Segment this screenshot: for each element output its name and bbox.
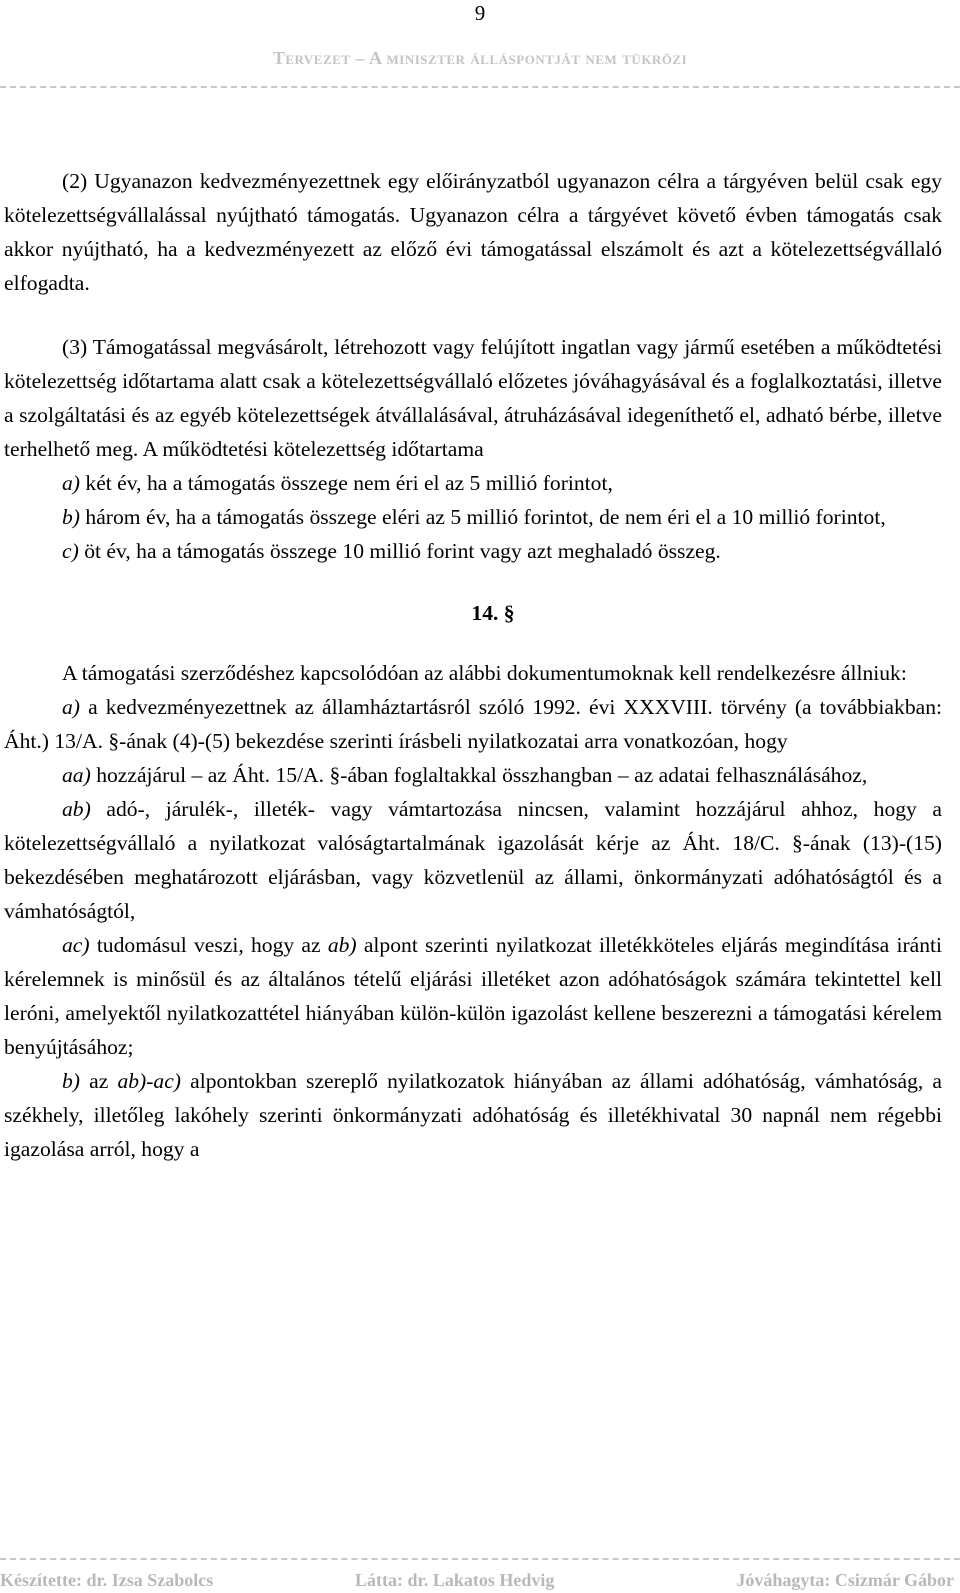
footer-approver: Jóváhagyta: Csizmár Gábor [736,1570,954,1590]
paragraph-3: (3) Támogatással megvásárolt, létrehozott vagy felújított ingatlan vagy jármű esetében a működtetési kötelezettség időtartama alatt csak a kötelezettségvállaló előzetes jóváhagyásával és a foglalkoztatási, illetve a szolgáltatási és az egyéb kötelezettségek átvállalásával, átruházásával idegeníthető el, adható bérbe, illetve terhelhető meg. A működtetési kötelezettség időtartama [4,335,942,461]
list-label: a) [62,471,80,495]
list-label: ac) [62,933,90,957]
page-number: 9 [474,1,486,25]
list-label: aa) [62,763,91,787]
footer-reviewer: Látta: dr. Lakatos Hedvig [355,1570,555,1590]
cross-reference: ab)-ac) [117,1069,182,1093]
footer-author: Készítette: dr. Izsa Szabolcs [0,1570,214,1590]
draft-watermark: Tervezet – A miniszter álláspontját nem tükrözi [272,48,688,68]
header-divider [0,86,960,88]
list-label: b) [62,1069,80,1093]
list-label: c) [62,539,79,563]
document-body [4,164,942,1166]
list-item-a: a) két év, ha a támogatás összege nem éri el az 5 millió forintot, [62,471,613,495]
document-item-ac: ac) tudomásul veszi, hogy az ab) alpont szerinti nyilatkozat illetékköteles eljárás megindítása iránti kérelemnek is minősül és az általános tételű eljárási illetéket azon adóhatóságok számára tekintettel kell leróni, amelyektől nyilatkozattétel hiányában külön-külön igazolást kellene beszerezni a támogatási kérelem benyújtásához; [4,933,943,1059]
list-item-c: c) öt év, ha a támogatás összege 10 millió forint vagy azt meghaladó összeg. [62,539,721,563]
document-item-b: b) az ab)-ac) alpontokban szereplő nyilatkozatok hiányában az állami adóhatóság, vámhatóság, a székhely, illetőleg lakóhely szerinti önkormányzati adóhatóság és illetékhivatal 30 napnál nem régebbi igazolása arról, hogy a [4,1069,942,1161]
cross-reference: ab) [327,933,357,957]
document-item-ab: ab) adó-, járulék-, illeték- vagy vámtartozása nincsen, valamint hozzájárul ahhoz, hogy a kötelezettségvállaló a nyilatkozat valóságtartalmának igazolását kérje az Áht. 18/C. §-ának (13)-(15) bekezdésében meghatározott eljárásban, vagy közvetlenül az állami, önkormányzati adóhatóságtól és a vámhatóságtól, [4,797,942,923]
list-label: a) [62,695,80,719]
footer-divider [0,1558,960,1560]
list-label: ab) [62,797,91,821]
document-item-a: a) a kedvezményezettnek az államháztartásról szóló 1992. évi XXXVIII. törvény (a továbbiakban: Áht.) 13/A. §-ának (4)-(5) bekezdése szerinti írásbeli nyilatkozatai arra vonatkozóan, hogy [4,695,942,753]
paragraph-2: (2) Ugyanazon kedvezményezettnek egy előirányzatból ugyanazon célra a tárgyéven belül csak egy kötelezettségvállalással nyújtható támogatás. Ugyanazon célra a tárgyévet követő évben támogatás csak akkor nyújtható, ha a kedvezményezett az előző évi támogatással elszámolt és azt a kötelezettségvállaló elfogadta. [4,169,942,295]
section-intro: A támogatási szerződéshez kapcsolódóan az alábbi dokumentumoknak kell rendelkezésre állniuk: [62,661,907,685]
list-item-b: b) három év, ha a támogatás összege eléri az 5 millió forintot, de nem éri el a 10 millió forintot, [62,505,886,529]
document-item-aa: aa) hozzájárul – az Áht. 15/A. §-ában foglaltakkal összhangban – az adatai felhasználásához, [62,763,868,787]
list-label: b) [62,505,80,529]
section-heading: 14. § [471,601,515,625]
